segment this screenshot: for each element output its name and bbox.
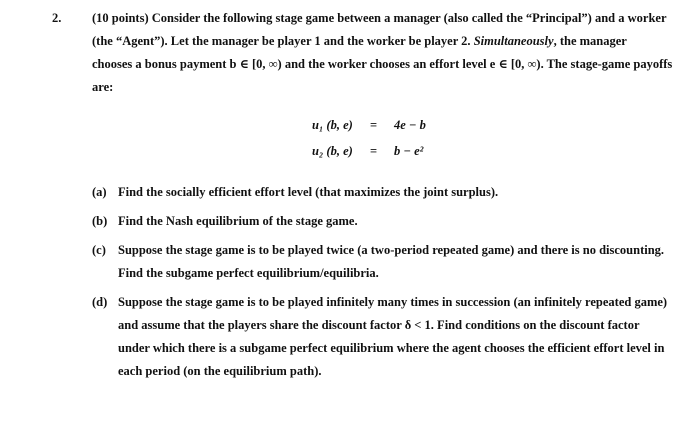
part-c (92, 242, 692, 258)
intro-line-4: are: (92, 80, 114, 94)
payoff-equation-2 (312, 143, 492, 159)
part-text: Suppose the stage game is to be played infinitely many times in succession (an infinitely repeated game) (118, 295, 668, 309)
equation-rhs: 4e − b (394, 118, 426, 132)
part-label: (c) (92, 243, 106, 257)
equation-lhs: u₂ (b, e) (312, 144, 353, 158)
part-c-line-2: Find the subgame perfect equilibrium/equilibria. (118, 266, 379, 280)
part-text: Suppose the stage game is to be played twice (a two-period repeated game) and there is no discounting. (118, 243, 665, 257)
problem-number: 2. (52, 11, 62, 25)
part-text: Find the socially efficient effort level (that maximizes the joint surplus). (118, 185, 499, 199)
intro-line-2 (92, 33, 627, 49)
intro-line-2-head: (the “Agent”). Let the manager be player 1 and the worker be player 2. (92, 34, 474, 48)
equation-rhs: b − e² (394, 144, 424, 158)
part-d (92, 294, 692, 310)
equation-op: = (370, 118, 378, 132)
part-label: (a) (92, 185, 107, 199)
part-label: (b) (92, 214, 108, 228)
part-d-line-2: and assume that the players share the discount factor δ < 1. Find conditions on the discount factor (118, 318, 640, 332)
part-label: (d) (92, 295, 108, 309)
intro-line-3: chooses a bonus payment b ∈ [0, ∞) and the worker chooses an effort level e ∈ [0, ∞). The stage-game payoffs (92, 57, 673, 71)
part-d-line-4: each period (on the equilibrium path). (118, 364, 322, 378)
intro-line-2-tail: , the manager (553, 34, 627, 48)
part-b (92, 213, 692, 229)
equation-op: = (370, 144, 378, 158)
intro-emphasis: Simultaneously (473, 34, 554, 48)
part-text: Find the Nash equilibrium of the stage game. (118, 214, 358, 228)
part-d-line-3: under which there is a subgame perfect equilibrium where the agent chooses the efficient effort level in (118, 341, 665, 355)
payoff-equation-1 (312, 117, 492, 133)
intro-line-1: (10 points) Consider the following stage game between a manager (also called the “Principal”) and a worker (92, 11, 667, 25)
equation-lhs: u₁ (b, e) (312, 118, 353, 132)
part-a (92, 184, 692, 200)
